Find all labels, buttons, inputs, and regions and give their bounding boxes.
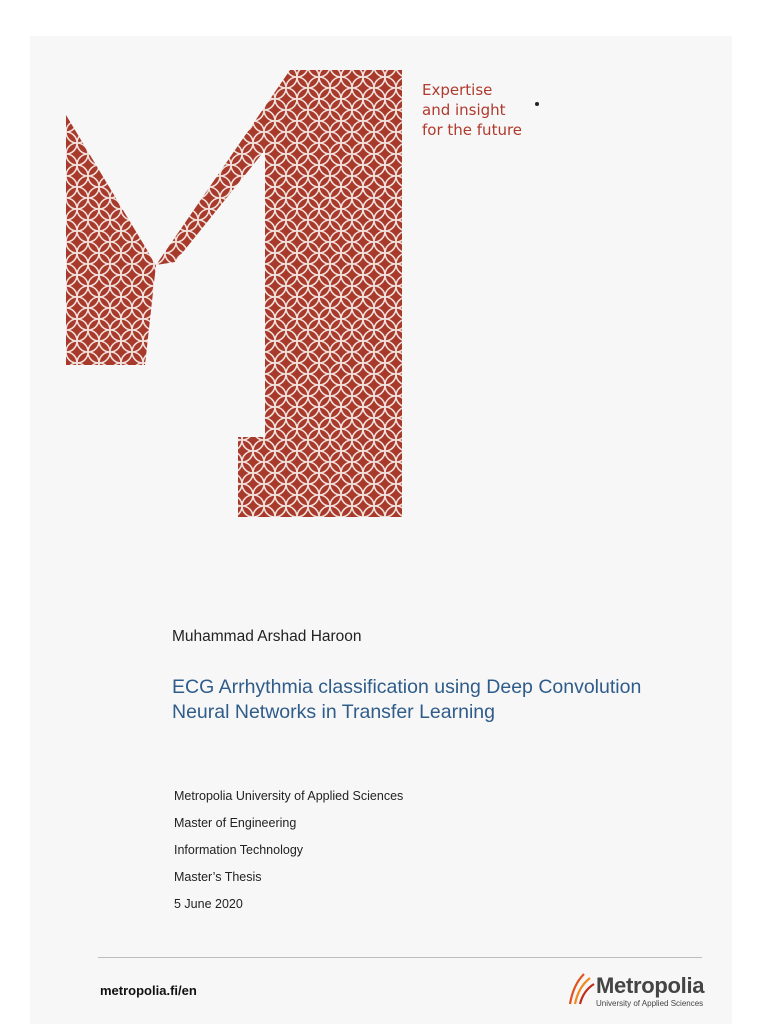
meta-programme: Information Technology: [174, 843, 304, 857]
meta-type: Master’s Thesis: [174, 870, 262, 884]
meta-degree: Master of Engineering: [174, 816, 297, 830]
meta-university: Metropolia University of Applied Sciences: [174, 789, 404, 803]
footer-brand-name: Metropolia: [596, 973, 705, 998]
tagline: [422, 80, 522, 140]
thesis-title-line-2: Neural Networks in Transfer Learning: [172, 701, 495, 723]
author-name: Muhammad Arshad Haroon: [172, 628, 362, 645]
tagline-line-3: for the future: [422, 121, 523, 139]
thesis-title-line-1: ECG Arrhythmia classification using Deep Convolution: [172, 676, 642, 698]
metropolia-flame-icon: [566, 970, 596, 1008]
tagline-line-2: and insight: [422, 101, 506, 119]
footer-brand-subtitle: University of Applied Sciences: [596, 999, 704, 1008]
bullet-dot: [535, 102, 539, 106]
footer-divider: [98, 957, 702, 958]
thesis-title: [172, 675, 732, 725]
thesis-meta: [174, 788, 403, 923]
tagline-line-1: Expertise: [422, 81, 493, 99]
footer-website: metropolia.fi/en: [100, 983, 197, 998]
meta-date: 5 June 2020: [174, 897, 243, 911]
